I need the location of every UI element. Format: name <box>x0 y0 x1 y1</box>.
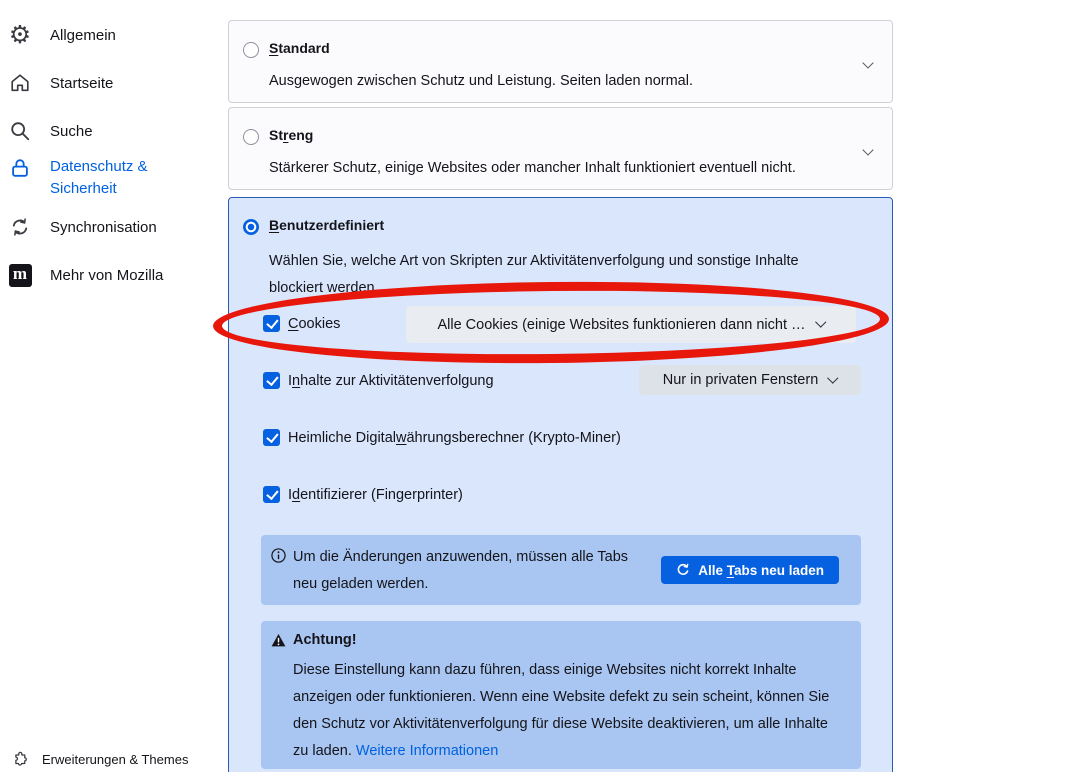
mozilla-icon: m <box>8 263 32 287</box>
reload-all-tabs-button-label: Alle Tabs neu laden <box>698 562 824 578</box>
sidebar-item-label: Startseite <box>50 74 114 92</box>
weitere-informationen-link[interactable]: Weitere Informationen <box>355 743 499 759</box>
tracking-protection-settings <box>228 0 893 772</box>
cookies-checkbox[interactable] <box>263 315 280 332</box>
sidebar-item-synchronisation[interactable] <box>8 214 157 240</box>
benutzerdefiniert-radio[interactable] <box>243 219 259 235</box>
sidebar-item-label: Suche <box>50 122 93 140</box>
protection-card-benutzerdefiniert <box>228 197 893 772</box>
sync-icon <box>8 215 32 239</box>
reload-notice-text: Um die Änderungen anzuwenden, müssen alle Tabs neu geladen werden. <box>293 549 629 592</box>
streng-description: Stärkerer Schutz, einige Websites oder mancher Inhalt funktioniert eventuell nicht. <box>269 160 796 176</box>
settings-sidebar <box>0 0 210 772</box>
sidebar-item-label-line1: Datenschutz & <box>50 158 148 175</box>
cryptominers-checkbox[interactable] <box>263 429 280 446</box>
tracking-content-select-value: Nur in privaten Fenstern <box>662 372 819 388</box>
tracking-content-row <box>263 372 494 389</box>
cryptominers-row <box>263 429 621 446</box>
protection-card-streng <box>228 107 893 190</box>
sidebar-item-erweiterungen-themes[interactable] <box>12 750 188 768</box>
cookies-select[interactable] <box>406 306 856 343</box>
puzzle-icon <box>12 750 30 768</box>
warning-title: Achtung! <box>293 632 357 648</box>
standard-label[interactable]: Standard <box>269 40 330 56</box>
fingerprinters-label[interactable]: Identifizierer (Fingerprinter) <box>288 486 463 503</box>
gear-icon: ⚙ <box>8 20 32 49</box>
standard-description: Ausgewogen zwischen Schutz und Leistung. Seiten laden normal. <box>269 73 693 89</box>
reload-notice-box <box>261 535 861 605</box>
chevron-down-icon <box>816 318 825 327</box>
streng-label[interactable]: Streng <box>269 127 314 143</box>
sidebar-item-mehr-von-mozilla[interactable] <box>8 262 163 288</box>
search-icon <box>8 119 32 143</box>
cookies-row <box>263 315 340 332</box>
sidebar-footer-label: Erweiterungen & Themes <box>42 751 189 767</box>
streng-radio[interactable] <box>243 129 259 145</box>
sidebar-item-datenschutz-sicherheit[interactable] <box>8 156 148 200</box>
fingerprinters-row <box>263 486 463 503</box>
benutzerdefiniert-label[interactable]: Benutzerdefiniert <box>269 217 385 233</box>
sidebar-item-label: Allgemein <box>50 26 116 44</box>
warning-icon <box>271 633 287 649</box>
sidebar-item-suche[interactable] <box>8 118 93 144</box>
sidebar-item-label: Mehr von Mozilla <box>50 266 164 284</box>
sidebar-item-label: Synchronisation <box>50 218 157 236</box>
home-icon <box>8 71 32 95</box>
warning-text: Diese Einstellung kann dazu führen, dass einige Websites nicht korrekt Inhalte anzeigen oder funktionieren. Wenn eine Website defekt zu sein scheint, können Sie den Schutz vor Aktivitätenverfolgung für diese Website deaktivieren, um alle Inhalte zu laden. Weitere Informationen <box>293 662 830 759</box>
sidebar-item-allgemein[interactable] <box>8 22 116 48</box>
sidebar-item-startseite[interactable] <box>8 70 113 96</box>
lock-icon <box>8 156 32 180</box>
chevron-down-icon[interactable] <box>863 59 872 68</box>
chevron-down-icon[interactable] <box>863 146 872 155</box>
tracking-content-select[interactable] <box>639 365 861 395</box>
reload-all-tabs-button[interactable] <box>661 556 839 584</box>
info-icon <box>271 548 287 564</box>
sidebar-item-label-line2: Sicherheit <box>50 180 117 197</box>
benutzerdefiniert-description: Wählen Sie, welche Art von Skripten zur Aktivitätenverfolgung und sonstige Inhalte blockiert werden. <box>269 253 799 296</box>
cryptominers-label[interactable]: Heimliche Digitalwährungsberechner (Krypto-Miner) <box>288 429 621 446</box>
protection-card-standard <box>228 20 893 103</box>
warning-box <box>261 621 861 769</box>
chevron-down-icon <box>828 374 837 383</box>
cookies-label[interactable]: Cookies <box>288 315 341 332</box>
tracking-content-checkbox[interactable] <box>263 372 280 389</box>
standard-radio[interactable] <box>243 42 259 58</box>
fingerprinters-checkbox[interactable] <box>263 486 280 503</box>
reload-icon <box>676 563 690 577</box>
tracking-content-label[interactable]: Inhalte zur Aktivitätenverfolgung <box>288 372 494 389</box>
cookies-select-value: Alle Cookies (einige Websites funktionieren dann nicht … <box>437 316 806 333</box>
